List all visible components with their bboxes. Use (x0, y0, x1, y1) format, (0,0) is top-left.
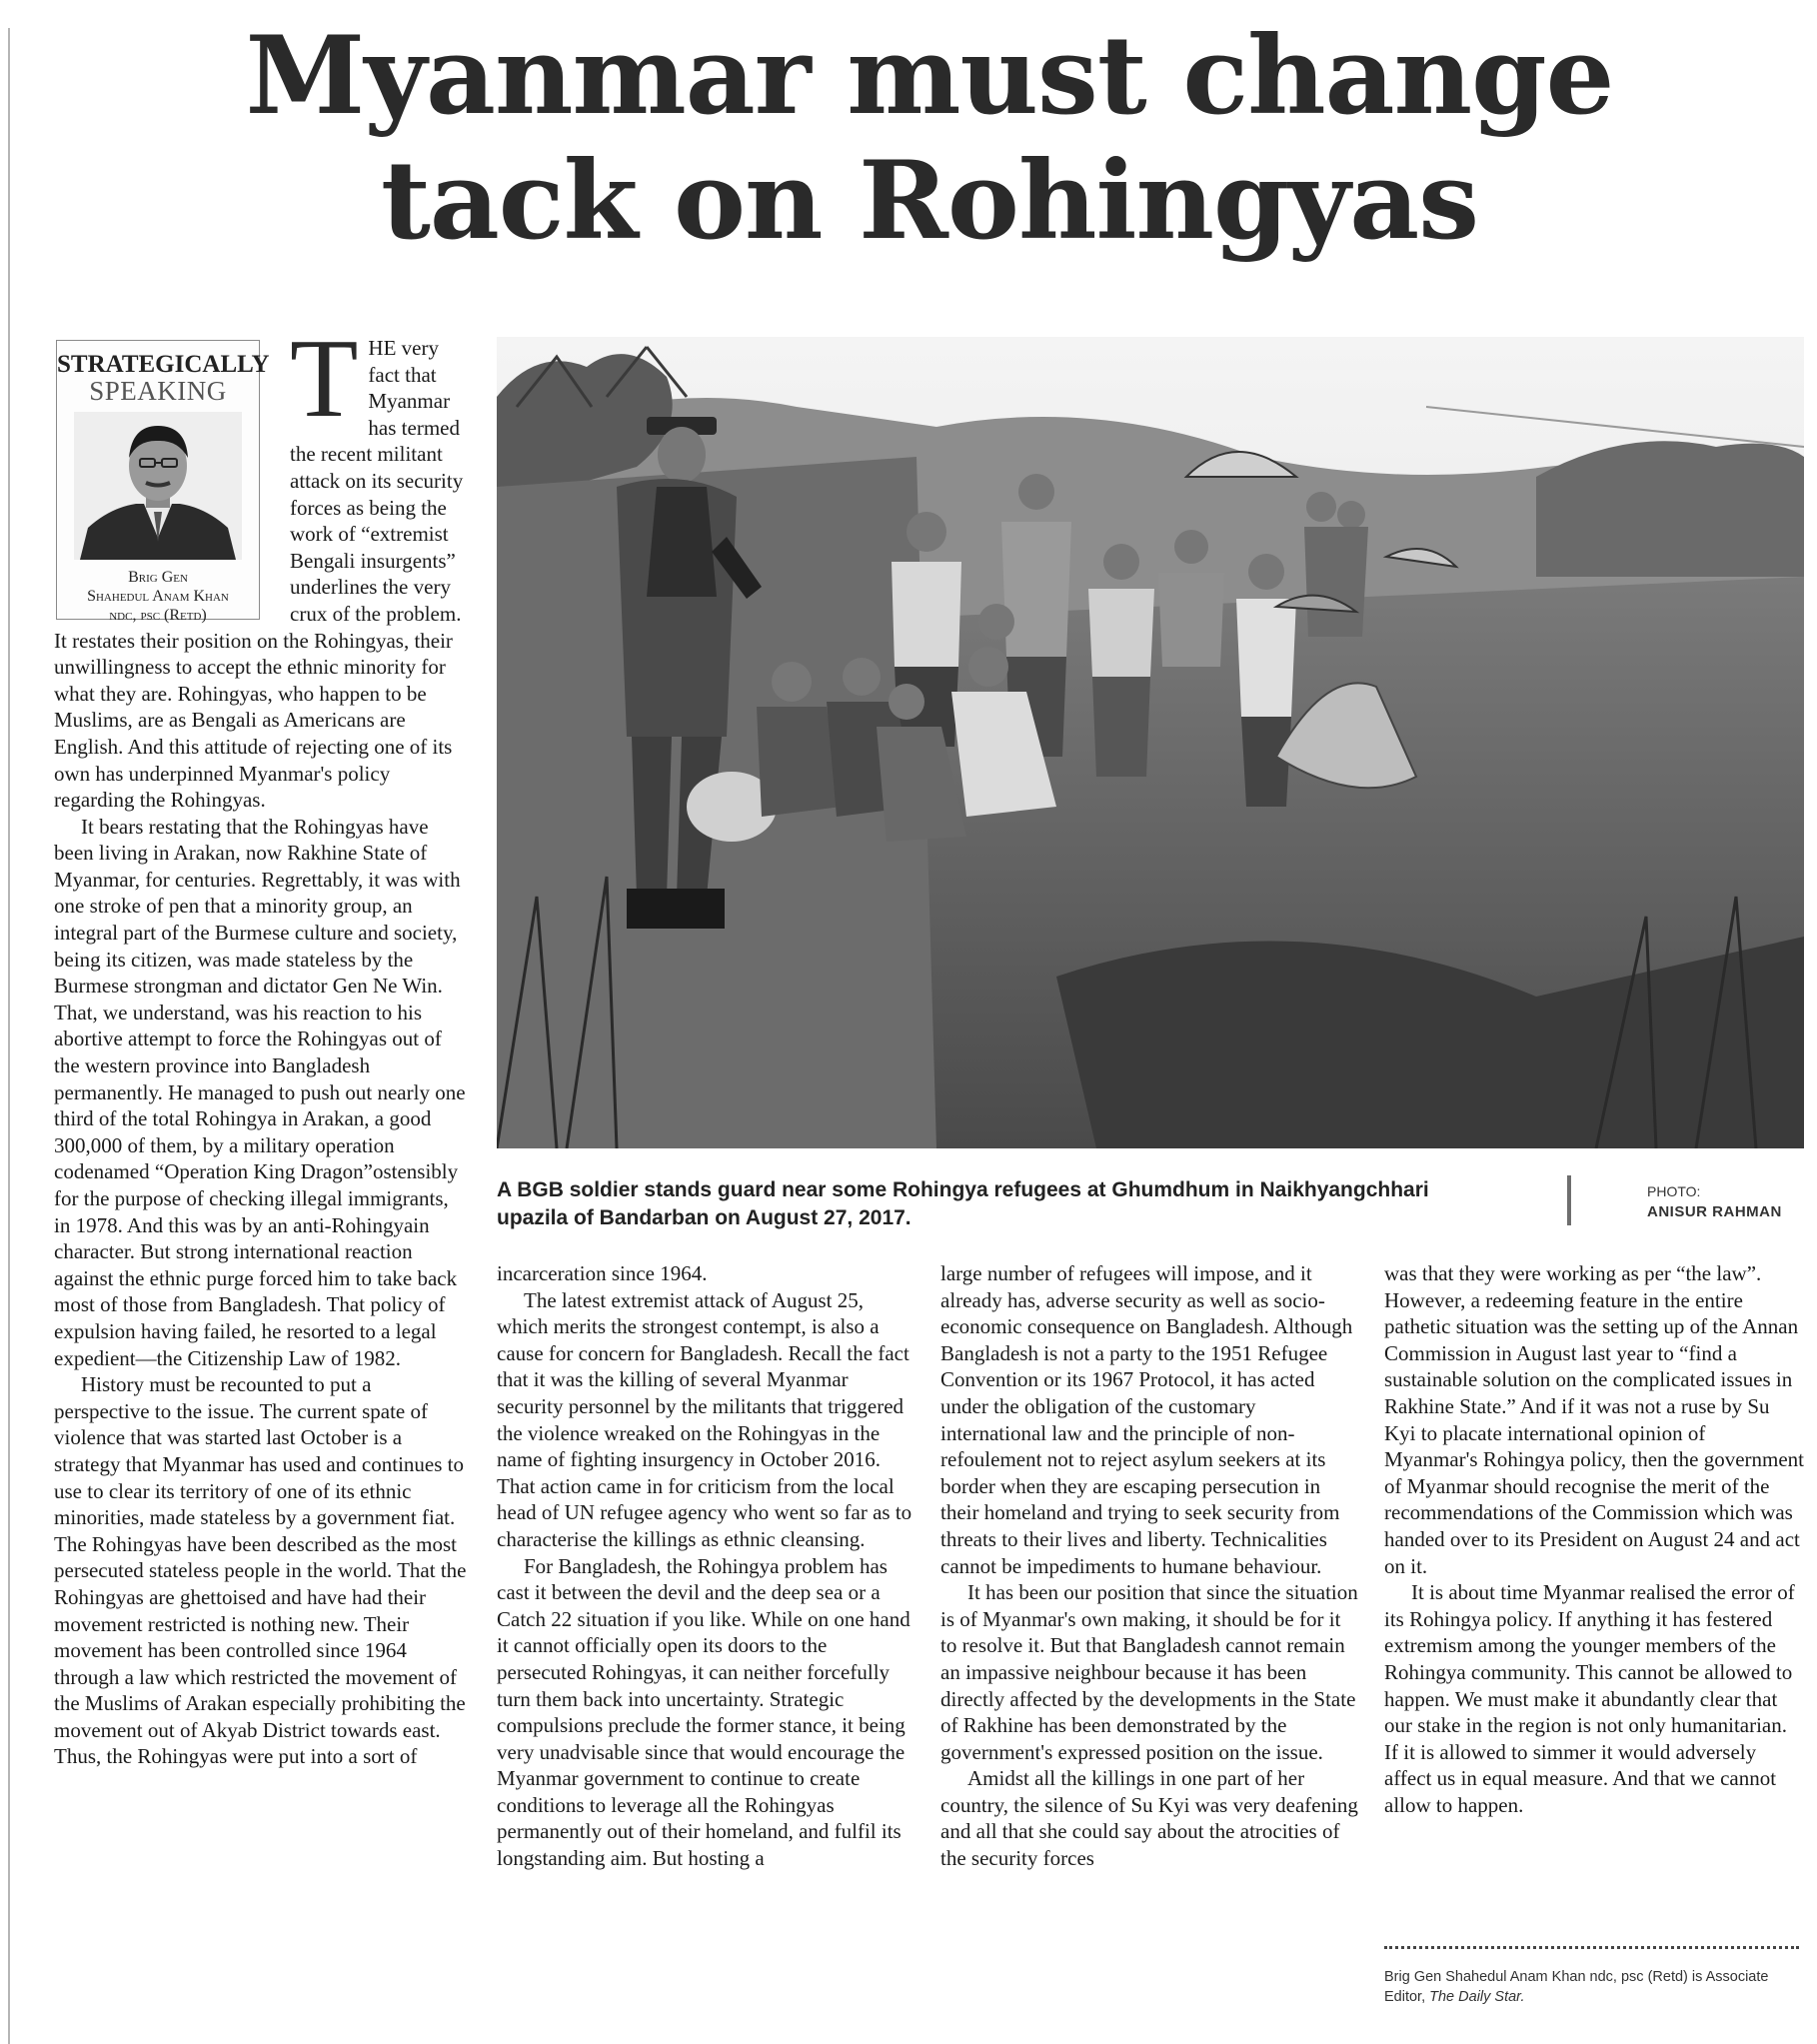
article-column-4 (1384, 1260, 1804, 1818)
byline-wrap-space (0, 335, 290, 623)
author-bio (1384, 1967, 1804, 2007)
article-paragraph: The latest extremist attack of August 25, which merits the strongest contempt, is also a cause for concern for Bangladesh. Recall the fact that it was the killing of several Myanmar security personnel by the militants that triggered the violence wreaked on the Rohingyas in the name of fighting insurgency in October 2016. That action came in for criticism from the local head of UN refugee agency who went so far as to characterise the killings as ethnic cleansing. (497, 1287, 912, 1551)
news-photo-rohingya-refugees (497, 337, 1804, 1148)
article-paragraph: was that they were working as per “the law”. However, a redeeming feature in the entire pathetic situation was the setting up of the Annan Commission in August last year to “find a sustainable solution on the complicated issues in Rakhine State.” And if it was not a ruse by Su Kyi to placate international opinion of Myanmar's Rohingya policy, then the government of Myanmar should recognise the merit of the recommendations of the Commission which was handed over to its President on August 24 and act on it. (1384, 1261, 1804, 1578)
photo-credit-divider (1567, 1175, 1571, 1225)
photo-credit-name: ANISUR RAHMAN (1647, 1203, 1782, 1220)
article-paragraph: For Bangladesh, the Rohingya problem has cast it between the devil and the deep sea or a Catch 22 situation if you like. While on one hand it cannot officially open its doors to the persecuted Rohingyas, it can neither forcefully turn them back into uncertainty. Strategic compulsions preclude the former stance, it being very unadvisable since that would encourage the Myanmar government to continue to create conditions to leverage all the Rohingyas permanently out of their homeland, and fulfil its longstanding aim. But hosting a (497, 1553, 910, 1871)
paragraph-text: HE very fact that Myanmar has termed the recent militant attack on its security forces as being the work of “extremist Bengali insurgents” underlines the very crux of the problem. It restates their position on the Rohingyas, their unwillingness to accept the ethnic minority for what they are. Rohingyas, who happen to be Muslims, are as Bengali as Americans are English. And this attitude of rejecting one of its own has underpinned Myanmar's policy regarding the Rohingyas. (54, 336, 464, 813)
article-column-2 (497, 1260, 918, 1872)
publication-name: The Daily Star. (1429, 1989, 1525, 2005)
article-paragraph: It bears restating that the Rohingyas have been living in Arakan, now Rakhine State of Myanmar, for centuries. Regrettably, it was with one stroke of pen that a minority group, an integral part of the Burmese culture and society, being its citizen, was made stateless by the Burmese strongman and dictator Gen Ne Win. That, we understand, was his reaction to his abortive attempt to force the Rohingyas out of the western province into Bangladesh permanently. He managed to push out nearly one third of the total Rohingya in Arakan, a good 300,000 of them, by a military operation codenamed “Operation King Dragon”ostensibly for the purpose of checking illegal immigrants, in 1978. And this was by an anti-Rohingyain character. But strong international reaction against the ethnic purge forced him to take back most of those from Bangladesh. That policy of expulsion having failed, he resorted to a legal expedient—the Citizenship Law of 1982. (54, 814, 466, 1370)
headline-line-1: Myanmar must change (245, 13, 1614, 139)
drop-cap: T (290, 317, 359, 441)
headline-line-2: tack on Rohingyas (380, 138, 1479, 264)
article-paragraph: It is about time Myanmar realised the error of its Rohingya policy. If anything it has festered extremism among the younger members of the Rohingya community. This cannot be allowed to happen. We must make it abundantly clear that our stake in the region is not only humanitarian. If it is allowed to simmer it would adversely affect us in equal measure. And that we cannot allow to happen. (1384, 1580, 1795, 1817)
page-left-rule (8, 28, 10, 2044)
article-paragraph: incarceration since 1964. (497, 1261, 708, 1285)
photo-caption: A BGB soldier stands guard near some Rohingya refugees at Ghumdhum in Naikhyangchhari upazila of Bandarban on August 27, 2017. (497, 1178, 1429, 1229)
article-paragraph: It has been our position that since the situation is of Myanmar's own making, it should be for it to resolve it. But that Bangladesh cannot remain an impassive neighbour because it has been directly affected by the developments in the State of Rakhine has been demonstrated by the government's expressed position on the issue. (940, 1580, 1358, 1764)
column-kicker-line-2: SPEAKING (89, 376, 227, 406)
headline (60, 14, 1799, 264)
author-bio-text: Brig Gen Shahedul Anam Khan ndc, psc (Retd) is Associate Editor, (1384, 1969, 1769, 2005)
article-paragraph: Amidst all the killings in one part of her country, the silence of Su Kyi was very deafening and all that she could say about the atrocities of the security forces (940, 1766, 1358, 1871)
photo-credit (1647, 1181, 1817, 1222)
article-column-1 (54, 317, 468, 1770)
article-column-3 (940, 1260, 1360, 1872)
article-paragraph: History must be recounted to put a perspective to the issue. The current spate of violence that was started last October is a strategy that Myanmar has used and continues to use to clear its territory of one of its ethnic minorities, made stateless by a government fiat. The Rohingyas have been described as the most persecuted stateless people in the world. That the Rohingyas are ghettoised and have had their movement restricted is nothing new. Their movement has been controlled since 1964 through a law which restricted the movement of the Muslims of Arakan especially prohibiting the movement out of Akyab District towards east. Thus, the Rohingyas were put into a sort of (54, 1372, 467, 1769)
author-credentials: ndc, psc (Retd) (109, 607, 207, 624)
author-rank: Brig Gen (128, 569, 188, 586)
author-fullname: Shahedul Anam Khan (87, 588, 229, 605)
photo-credit-label: PHOTO: (1647, 1183, 1701, 1199)
bio-divider (1384, 1946, 1799, 1949)
column-kicker-line-1: STRATEGICALLY (57, 351, 270, 378)
article-paragraph: large number of refugees will impose, and it already has, adverse security as well as socio-economic consequence on Bangladesh. Although Bangladesh is not a party to the 1951 Refugee Convention or its 1967 Protocol, it has acted under the obligation of the customary international law and the principle of non-refoulement not to reject asylum seekers at its border when they are escaping persecution in their homeland and trying to seek security from threats to their lives and liberty. Technicalities cannot be impediments to humane behaviour. (940, 1261, 1353, 1578)
